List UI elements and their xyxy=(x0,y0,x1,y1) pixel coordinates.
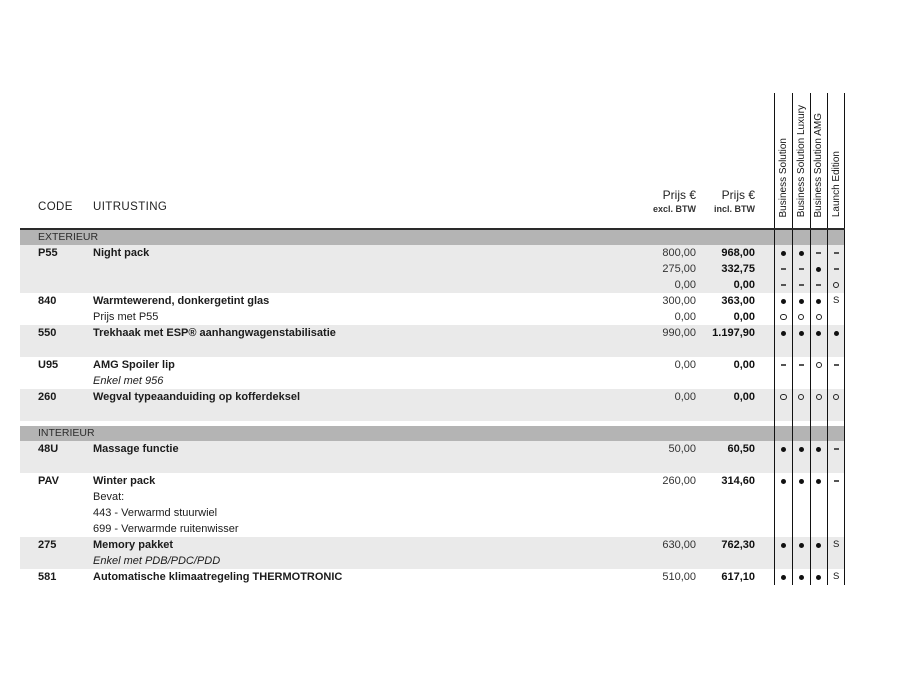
price-excl-value: 300,00 xyxy=(662,295,696,307)
mark-cell xyxy=(793,341,810,357)
mark-column xyxy=(827,473,845,537)
dot-icon xyxy=(799,251,804,256)
mark-column xyxy=(792,357,810,389)
mark-cell xyxy=(775,553,792,569)
mark-column xyxy=(792,473,810,537)
mark-cell xyxy=(811,325,828,341)
section-gap-main xyxy=(20,421,774,426)
mark-cell xyxy=(775,389,792,405)
circle-icon xyxy=(833,394,840,401)
option-title: Night pack xyxy=(93,247,150,259)
option-row xyxy=(20,325,845,357)
mark-cell xyxy=(775,245,792,261)
price-excl-header-title: Prijs € xyxy=(662,188,696,202)
dash-icon xyxy=(781,268,786,270)
dot-icon xyxy=(799,447,804,452)
mark-cell xyxy=(775,341,792,357)
mark-column xyxy=(774,426,792,441)
option-line xyxy=(20,457,774,473)
option-code: 260 xyxy=(38,391,57,403)
price-excl-value: 0,00 xyxy=(674,311,696,323)
mark-column xyxy=(810,245,828,293)
price-excl-value: 260,00 xyxy=(662,475,696,487)
mark-column xyxy=(810,389,828,421)
mark-cell xyxy=(811,405,828,421)
mark-cell xyxy=(775,293,792,309)
mark-cell xyxy=(811,569,828,585)
mark-column xyxy=(827,389,845,421)
dot-icon xyxy=(799,331,804,336)
dot-icon xyxy=(816,543,821,548)
mark-cell xyxy=(811,553,828,569)
mark-column xyxy=(792,389,810,421)
mark-column xyxy=(774,537,792,569)
dot-icon xyxy=(781,575,786,580)
column-header-label: Business Solution xyxy=(777,137,789,217)
mark-cell xyxy=(775,441,792,457)
option-line xyxy=(20,569,774,585)
option-row xyxy=(20,569,845,585)
mark-cell xyxy=(811,505,828,521)
mark-cell xyxy=(828,309,844,325)
mark-cell xyxy=(828,553,844,569)
option-line xyxy=(20,277,774,293)
option-title: Enkel met 956 xyxy=(93,375,164,387)
mark-cell xyxy=(811,473,828,489)
mark-cell xyxy=(775,521,792,537)
mark-cell xyxy=(793,325,810,341)
price-incl-value: 0,00 xyxy=(733,391,755,403)
option-title: Trekhaak met ESP® aanhangwagenstabilisatie xyxy=(93,327,336,339)
mark-column xyxy=(810,569,828,585)
mark-column xyxy=(810,293,828,325)
option-main xyxy=(20,569,774,585)
price-excl-value: 0,00 xyxy=(674,391,696,403)
dash-icon xyxy=(834,364,839,366)
section-title: EXTERIEUR xyxy=(38,231,99,243)
mark-cell xyxy=(775,473,792,489)
dot-icon xyxy=(799,479,804,484)
mark-column xyxy=(827,245,845,293)
mark-column xyxy=(827,325,845,357)
option-row xyxy=(20,293,845,325)
mark-cell xyxy=(793,505,810,521)
price-incl-value: 314,60 xyxy=(721,475,755,487)
mark-cell xyxy=(811,373,828,389)
price-incl-value: 363,00 xyxy=(721,295,755,307)
mark-cell xyxy=(775,277,792,293)
mark-cell xyxy=(775,357,792,373)
mark-cell xyxy=(775,325,792,341)
price-excl-value: 50,00 xyxy=(668,443,696,455)
mark-cell xyxy=(811,277,828,293)
option-code: PAV xyxy=(38,475,59,487)
mark-cell xyxy=(828,341,844,357)
mark-column xyxy=(810,473,828,537)
price-excl-value: 800,00 xyxy=(662,247,696,259)
option-title: 699 - Verwarmde ruitenwisser xyxy=(93,523,239,535)
mark-column xyxy=(792,569,810,585)
option-line xyxy=(20,537,774,553)
mark-cell xyxy=(775,373,792,389)
price-incl-header-title: Prijs € xyxy=(721,188,755,202)
dot-icon xyxy=(781,447,786,452)
mark-cell xyxy=(793,389,810,405)
mark-cell xyxy=(793,457,810,473)
price-incl-value: 1.197,90 xyxy=(712,327,755,339)
mark-cell xyxy=(811,293,828,309)
mark-column xyxy=(774,293,792,325)
option-title: Winter pack xyxy=(93,475,156,487)
price-excl-header-sub: excl. BTW xyxy=(652,204,696,214)
option-code: 581 xyxy=(38,571,57,583)
mark-cell xyxy=(811,389,828,405)
dot-icon xyxy=(816,575,821,580)
mark-cell xyxy=(775,309,792,325)
option-main xyxy=(20,473,774,537)
option-title: Wegval typeaanduiding op kofferdeksel xyxy=(93,391,301,403)
mark-cell xyxy=(793,373,810,389)
circle-icon xyxy=(816,362,823,369)
mark-cell xyxy=(811,521,828,537)
mark-cell xyxy=(828,537,844,553)
mark-cell xyxy=(775,261,792,277)
mark-column xyxy=(792,325,810,357)
option-line xyxy=(20,357,774,373)
option-title: AMG Spoiler lip xyxy=(93,359,175,371)
dash-icon xyxy=(834,268,839,270)
column-header-business-solution-amg xyxy=(810,93,828,228)
option-line xyxy=(20,325,774,341)
section-header-row xyxy=(20,230,845,245)
price-incl-value: 968,00 xyxy=(721,247,755,259)
price-excl-value: 510,00 xyxy=(662,571,696,583)
mark-cell xyxy=(793,277,810,293)
mark-cell xyxy=(793,537,810,553)
price-incl-value: 617,10 xyxy=(721,571,755,583)
mark-column xyxy=(827,441,845,473)
mark-cell xyxy=(828,489,844,505)
price-incl-value: 762,30 xyxy=(721,539,755,551)
option-title: Prijs met P55 xyxy=(93,311,159,323)
mark-cell xyxy=(793,569,810,585)
price-excl-value: 0,00 xyxy=(674,279,696,291)
dash-icon xyxy=(781,284,786,286)
mark-cell xyxy=(811,261,828,277)
dot-icon xyxy=(816,331,821,336)
mark-column xyxy=(827,293,845,325)
dash-icon xyxy=(781,364,786,366)
dash-icon xyxy=(834,252,839,254)
dot-icon xyxy=(816,299,821,304)
mark-cell xyxy=(793,405,810,421)
circle-icon xyxy=(816,394,823,401)
mark-column xyxy=(810,325,828,357)
dash-icon xyxy=(834,448,839,450)
mark-column xyxy=(827,426,845,441)
column-header-label: Business Solution Luxury xyxy=(795,104,807,217)
dot-icon xyxy=(781,331,786,336)
mark-cell xyxy=(828,261,844,277)
column-header-business-solution xyxy=(774,93,792,228)
option-code: U95 xyxy=(38,359,59,371)
dash-icon xyxy=(834,480,839,482)
option-row xyxy=(20,441,845,473)
option-code: 48U xyxy=(38,443,59,455)
option-line xyxy=(20,505,774,521)
table-header xyxy=(20,93,845,230)
circle-icon xyxy=(780,394,787,401)
option-line xyxy=(20,553,774,569)
mark-cell xyxy=(775,569,792,585)
price-incl-header xyxy=(714,188,755,214)
price-excl-header xyxy=(653,188,696,214)
mark-column xyxy=(792,441,810,473)
mark-cell xyxy=(811,441,828,457)
mark-cell xyxy=(828,457,844,473)
table-header-main xyxy=(20,93,774,228)
standard-s-mark: S xyxy=(832,539,840,551)
price-incl-header-sub: incl. BTW xyxy=(714,204,755,214)
mark-column xyxy=(827,569,845,585)
section-title: INTERIEUR xyxy=(38,427,95,439)
mark-column xyxy=(827,230,845,245)
price-incl-value: 0,00 xyxy=(733,311,755,323)
mark-column xyxy=(810,230,828,245)
uitrusting-column-header: UITRUSTING xyxy=(93,201,168,213)
option-line xyxy=(20,389,774,405)
option-code: 275 xyxy=(38,539,57,551)
option-main xyxy=(20,389,774,421)
price-excl-value: 275,00 xyxy=(662,263,696,275)
option-line xyxy=(20,293,774,309)
mark-cell xyxy=(811,357,828,373)
dot-icon xyxy=(816,447,821,452)
option-title: Automatische klimaatregeling THERMOTRONIC xyxy=(93,571,343,583)
price-excl-value: 0,00 xyxy=(674,359,696,371)
mark-column xyxy=(774,230,792,245)
mark-column xyxy=(792,426,810,441)
dash-icon xyxy=(799,268,804,270)
option-line xyxy=(20,261,774,277)
mark-column xyxy=(774,441,792,473)
dash-icon xyxy=(799,364,804,366)
mark-cell xyxy=(828,569,844,585)
mark-cell xyxy=(811,489,828,505)
dot-icon xyxy=(781,479,786,484)
mark-cell xyxy=(793,441,810,457)
option-row xyxy=(20,473,845,537)
dot-icon xyxy=(799,575,804,580)
option-line xyxy=(20,489,774,505)
price-table xyxy=(20,93,845,585)
mark-column xyxy=(827,537,845,569)
option-line xyxy=(20,373,774,389)
option-title: Memory pakket xyxy=(93,539,174,551)
mark-cell xyxy=(793,553,810,569)
option-line xyxy=(20,245,774,261)
mark-column xyxy=(810,426,828,441)
mark-column xyxy=(774,245,792,293)
mark-cell xyxy=(793,293,810,309)
dot-icon xyxy=(834,331,839,336)
mark-column xyxy=(774,569,792,585)
mark-cell xyxy=(793,309,810,325)
mark-column xyxy=(774,325,792,357)
mark-cell xyxy=(793,357,810,373)
mark-cell xyxy=(811,537,828,553)
mark-cell xyxy=(811,245,828,261)
circle-icon xyxy=(798,394,805,401)
option-main xyxy=(20,357,774,389)
dash-icon xyxy=(816,284,821,286)
price-excl-value: 990,00 xyxy=(662,327,696,339)
mark-cell xyxy=(775,457,792,473)
option-main xyxy=(20,441,774,473)
option-code: P55 xyxy=(38,247,58,259)
option-line xyxy=(20,441,774,457)
standard-s-mark: S xyxy=(832,571,840,583)
dot-icon xyxy=(799,543,804,548)
mark-cell xyxy=(811,341,828,357)
code-column-header: CODE xyxy=(38,201,73,213)
mark-cell xyxy=(811,457,828,473)
mark-column xyxy=(810,357,828,389)
option-line xyxy=(20,341,774,357)
mark-cell xyxy=(828,325,844,341)
mark-cell xyxy=(828,521,844,537)
circle-icon xyxy=(816,314,823,321)
mark-column xyxy=(792,293,810,325)
mark-column xyxy=(810,441,828,473)
mark-cell xyxy=(828,389,844,405)
option-row xyxy=(20,537,845,569)
option-main xyxy=(20,537,774,569)
mark-cell xyxy=(828,473,844,489)
circle-icon xyxy=(798,314,805,321)
mark-cell xyxy=(828,505,844,521)
mark-cell xyxy=(828,245,844,261)
option-code: 840 xyxy=(38,295,57,307)
mark-column xyxy=(774,389,792,421)
dot-icon xyxy=(816,267,821,272)
mark-cell xyxy=(828,277,844,293)
dot-icon xyxy=(781,543,786,548)
mark-column xyxy=(810,537,828,569)
mark-cell xyxy=(793,261,810,277)
dash-icon xyxy=(816,252,821,254)
dash-icon xyxy=(799,284,804,286)
dot-icon xyxy=(799,299,804,304)
dot-icon xyxy=(781,251,786,256)
mark-column xyxy=(774,357,792,389)
mark-cell xyxy=(793,245,810,261)
option-title: Enkel met PDB/PDC/PDD xyxy=(93,555,221,567)
column-header-business-solution-luxury xyxy=(792,93,810,228)
price-incl-value: 0,00 xyxy=(733,359,755,371)
column-header-label: Launch Edition xyxy=(830,150,842,217)
column-header-label: Business Solution AMG xyxy=(813,112,825,217)
mark-cell xyxy=(828,357,844,373)
option-title: Bevat: xyxy=(93,491,125,503)
option-row xyxy=(20,357,845,389)
circle-icon xyxy=(780,314,787,321)
mark-cell xyxy=(793,489,810,505)
option-main xyxy=(20,293,774,325)
option-row xyxy=(20,245,845,293)
standard-s-mark: S xyxy=(832,295,840,307)
mark-cell xyxy=(828,441,844,457)
mark-cell xyxy=(793,473,810,489)
option-line xyxy=(20,405,774,421)
price-incl-value: 0,00 xyxy=(733,279,755,291)
mark-cell xyxy=(793,521,810,537)
mark-column xyxy=(774,473,792,537)
option-line xyxy=(20,521,774,537)
dot-icon xyxy=(816,479,821,484)
mark-column xyxy=(792,230,810,245)
option-code: 550 xyxy=(38,327,57,339)
mark-cell xyxy=(811,309,828,325)
mark-column xyxy=(827,357,845,389)
option-title: Warmtewerend, donkergetint glas xyxy=(93,295,270,307)
option-line xyxy=(20,473,774,489)
option-row xyxy=(20,389,845,421)
mark-cell xyxy=(775,489,792,505)
option-line xyxy=(20,309,774,325)
mark-cell xyxy=(828,405,844,421)
section-header-row xyxy=(20,426,845,441)
mark-cell xyxy=(828,373,844,389)
table-body xyxy=(20,230,845,585)
mark-column xyxy=(792,537,810,569)
mark-cell xyxy=(828,293,844,309)
mark-cell xyxy=(775,405,792,421)
mark-cell xyxy=(775,537,792,553)
price-incl-value: 60,50 xyxy=(727,443,755,455)
option-main xyxy=(20,325,774,357)
mark-column xyxy=(792,245,810,293)
dot-icon xyxy=(781,299,786,304)
column-header-launch-edition xyxy=(827,93,845,228)
option-title: 443 - Verwarmd stuurwiel xyxy=(93,507,218,519)
option-title: Massage functie xyxy=(93,443,179,455)
circle-icon xyxy=(833,282,840,289)
mark-cell xyxy=(775,505,792,521)
section-gap xyxy=(20,421,845,426)
price-incl-value: 332,75 xyxy=(721,263,755,275)
option-main xyxy=(20,245,774,293)
price-excl-value: 630,00 xyxy=(662,539,696,551)
